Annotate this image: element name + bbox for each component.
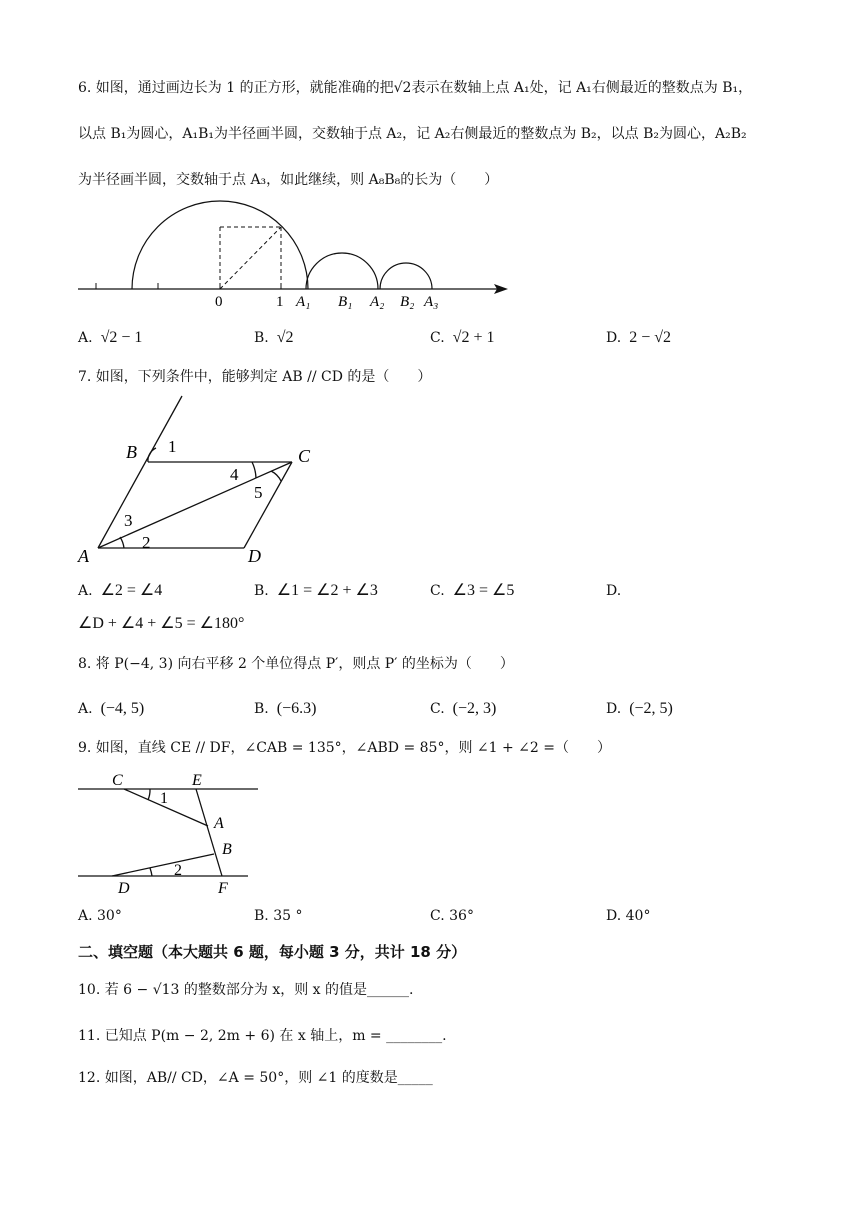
angle-5: 5 (254, 483, 263, 502)
label-b2: B₂ (400, 294, 415, 310)
q6-stem-line-3: 为半径画半圆，交数轴于点 A₃，如此继续，则 A₈B₈的长为（ ） (78, 172, 499, 188)
q8-option-a[interactable]: A. (−4, 5) (78, 700, 145, 717)
label-a1: A₁ (296, 294, 311, 310)
point-d: D (248, 546, 261, 566)
point-a: A (78, 546, 89, 566)
q10-stem: 10. 若 6 − √13 的整数部分为 x，则 x 的值是______. (78, 982, 414, 998)
q9-option-d[interactable]: D. 40° (606, 908, 651, 924)
q9-option-c[interactable]: C. 36° (430, 908, 474, 924)
label-a3: A₃ (424, 294, 439, 310)
q7-stem: 7. 如图，下列条件中，能够判定 AB // CD 的是（ ） (78, 369, 432, 385)
q6-stem-line-1: 6. 如图，通过画边长为 1 的正方形，就能准确的把√2表示在数轴上点 A₁处，记 A₁右侧最近的整数点为 B₁， (78, 80, 753, 96)
q6-option-a[interactable]: A. √2 − 1 (78, 329, 143, 346)
point-a: A (214, 815, 224, 832)
q8-option-c[interactable]: C. (−2, 3) (430, 700, 497, 717)
point-d: D (118, 880, 130, 897)
angle-2: 2 (142, 533, 151, 552)
label-1: 1 (276, 294, 284, 310)
angle-2: 2 (174, 862, 182, 879)
q6-option-b[interactable]: B. √2 (254, 329, 294, 346)
q12-stem: 12. 如图，AB// CD，∠A = 50°，则 ∠1 的度数是_____ (78, 1070, 433, 1086)
point-c: C (298, 446, 311, 466)
point-c: C (112, 772, 123, 789)
q7-option-a[interactable]: A. ∠2 = ∠4 (78, 582, 163, 599)
q7-option-b[interactable]: B. ∠1 = ∠2 + ∠3 (254, 582, 378, 599)
label-b1: B₁ (338, 294, 353, 310)
q11-stem: 11. 已知点 P(m − 2, 2m + 6) 在 x 轴上，m = ________. (78, 1028, 447, 1044)
point-f: F (218, 880, 228, 897)
q9-stem: 9. 如图，直线 CE // DF，∠CAB = 135°，∠ABD = 85°，则 ∠1 + ∠2 =（ ） (78, 740, 611, 756)
q6-stem-line-2: 以点 B₁为圆心，A₁B₁为半径画半圆，交数轴于点 A₂，记 A₂右侧最近的整数点为 B₂，以点 B₂为圆心，A₂B₂ (78, 126, 747, 142)
q6-option-c[interactable]: C. √2 + 1 (430, 329, 495, 346)
label-0: 0 (215, 294, 223, 310)
q7-option-d-value: ∠D + ∠4 + ∠5 = ∠180° (78, 615, 245, 632)
q8-option-b[interactable]: B. (−6.3) (254, 700, 317, 717)
q7-option-c[interactable]: C. ∠3 = ∠5 (430, 582, 515, 599)
section-title: 二、填空题（本大题共 6 题，每小题 3 分，共计 18 分） (78, 943, 467, 961)
q6-option-d[interactable]: D. 2 − √2 (606, 329, 671, 346)
q8-option-d[interactable]: D. (−2, 5) (606, 700, 673, 717)
angle-3: 3 (124, 511, 133, 530)
angle-4: 4 (230, 465, 239, 484)
q7-option-d[interactable]: D. (606, 583, 622, 599)
label-a2: A₂ (370, 294, 385, 310)
point-b: B (222, 841, 232, 858)
q8-stem: 8. 将 P(−4, 3) 向右平移 2 个单位得点 P′，则点 P′ 的坐标为（ ） (78, 656, 514, 672)
q9-option-a[interactable]: A. 30° (78, 908, 122, 924)
point-b: B (126, 442, 137, 462)
point-e: E (192, 772, 202, 789)
angle-1: 1 (160, 790, 168, 807)
q9-option-b[interactable]: B. 35 ° (254, 908, 303, 924)
angle-1: 1 (168, 437, 177, 456)
